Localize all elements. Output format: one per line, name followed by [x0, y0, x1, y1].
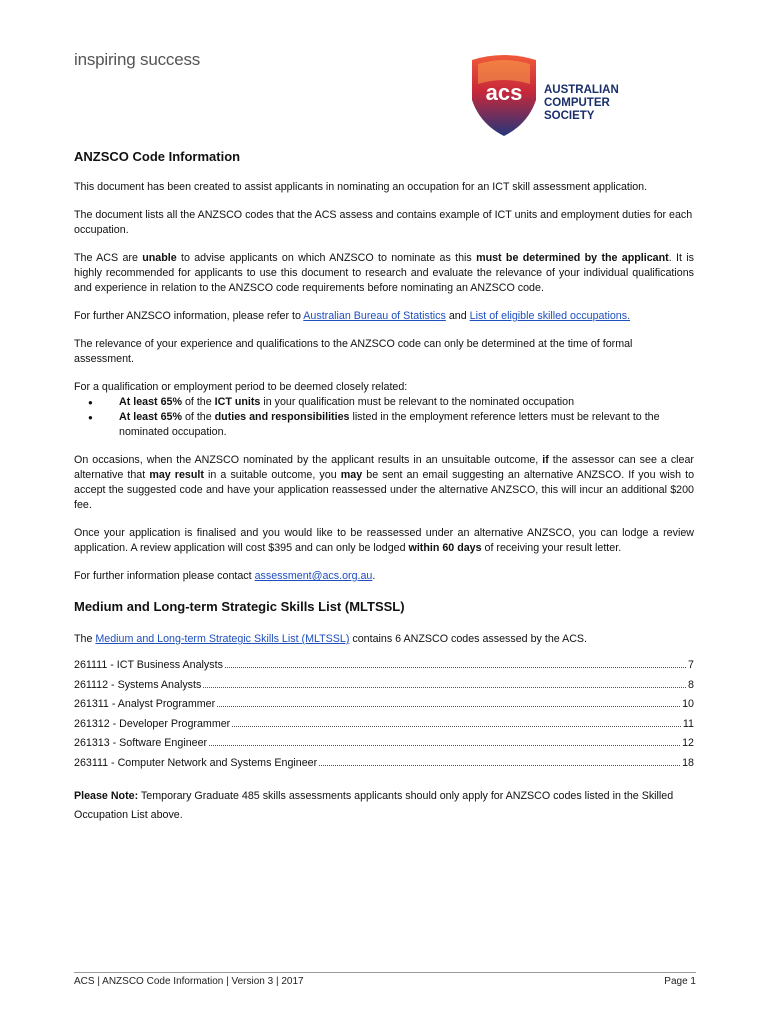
abs-link[interactable]: Australian Bureau of Statistics: [303, 310, 446, 322]
logo-name: [544, 84, 619, 123]
criteria-list: [74, 395, 694, 440]
mltssl-link[interactable]: Medium and Long-term Strategic Skills List (MLTSSL): [95, 633, 350, 645]
logo-line-1: AUSTRALIAN: [544, 84, 619, 96]
paragraph-relevance: The relevance of your experience and qualifications to the ANZSCO code can only be determined at the time of formal assessment.: [74, 338, 633, 365]
paragraph-contact: For further information please contact assessment@acs.org.au.: [74, 570, 376, 582]
toc-row[interactable]: 261313 - Software Engineer 12: [74, 737, 694, 749]
toc-row[interactable]: 261111 - ICT Business Analysts 7: [74, 659, 694, 671]
footer-divider: [74, 972, 696, 973]
toc-list: [74, 658, 694, 775]
paragraph-closely-related: For a qualification or employment period to be deemed closely related:: [74, 381, 408, 393]
footer-document-info: ACS | ANZSCO Code Information | Version 3 | 2017: [74, 976, 304, 987]
eligible-occupations-link[interactable]: List of eligible skilled occupations.: [469, 310, 631, 322]
tagline: inspiring success: [74, 50, 201, 69]
toc-row[interactable]: 263111 - Computer Network and Systems Engineer 18: [74, 756, 694, 769]
document-body: [74, 148, 694, 825]
logo-line-2: COMPUTER: [544, 97, 610, 109]
list-item: ● At least 65% of the duties and responsibilities listed in the employment reference letters must be relevant to the nominated occupation.: [74, 410, 694, 440]
logo-line-3: SOCIETY: [544, 110, 595, 122]
paragraph-mltssl-intro: The Medium and Long-term Strategic Skills List (MLTSSL) contains 6 ANZSCO codes assessed by the ACS.: [74, 633, 588, 645]
section-title-anzsco: ANZSCO Code Information: [74, 149, 241, 164]
paragraph-document-lists: The document lists all the ANZSCO codes that the ACS assess and contains example of ICT units and employment duties for each occupation.: [74, 209, 693, 236]
paragraph-further-info: For further ANZSCO information, please refer to Australian Bureau of Statistics and List of eligible skilled occupations.: [74, 310, 631, 322]
toc-row[interactable]: 261112 - Systems Analysts 8: [74, 678, 694, 691]
paragraph-acs-unable: The ACS are unable to advise applicants on which ANZSCO to nominate as this must be determined by the applicant. It is highly recommended for applicants to use this document to research and evaluate the relevance of your individual qualifications and experience in relation to the ANZSCO code requirements before nominating an ANZSCO code.: [74, 252, 694, 294]
paragraph-please-note: Please Note: Temporary Graduate 485 skills assessments applicants should only apply for ANZSCO codes listed in the Skilled Occupation List above.: [74, 790, 674, 821]
section-title-mltssl: Medium and Long-term Strategic Skills List (MLTSSL): [74, 599, 405, 614]
paragraph-intro: This document has been created to assist applicants in nominating an occupation for an ICT skill assessment application.: [74, 181, 648, 193]
paragraph-review: Once your application is finalised and you would like to be reassessed under an alternative ANZSCO, you can lodge a review application. A review application will cost $395 and can only be lodged within 60 days of receiving your result letter.: [74, 527, 694, 554]
footer-page-number: Page 1: [664, 976, 696, 987]
logo-acronym: acs: [485, 80, 523, 105]
assessment-email-link[interactable]: assessment@acs.org.au: [254, 570, 373, 582]
toc-row[interactable]: 261311 - Analyst Programmer 10: [74, 698, 694, 710]
toc-row[interactable]: 261312 - Developer Programmer 11: [74, 717, 694, 730]
list-item: ● At least 65% of the ICT units in your qualification must be relevant to the nominated occupation: [74, 395, 694, 410]
acs-logo: [468, 54, 638, 138]
paragraph-occasions: On occasions, when the ANZSCO nominated by the applicant results in an unsuitable outcome, if the assessor can see a clear alternative that may result in a suitable outcome, you may be sent an email suggesting an alternative ANZSCO. If you wish to accept the suggested code and have your application reassessed under the alternative ANZSCO, this will incur an additional $200 fee.: [74, 454, 695, 511]
acs-shield-icon: [468, 54, 540, 138]
